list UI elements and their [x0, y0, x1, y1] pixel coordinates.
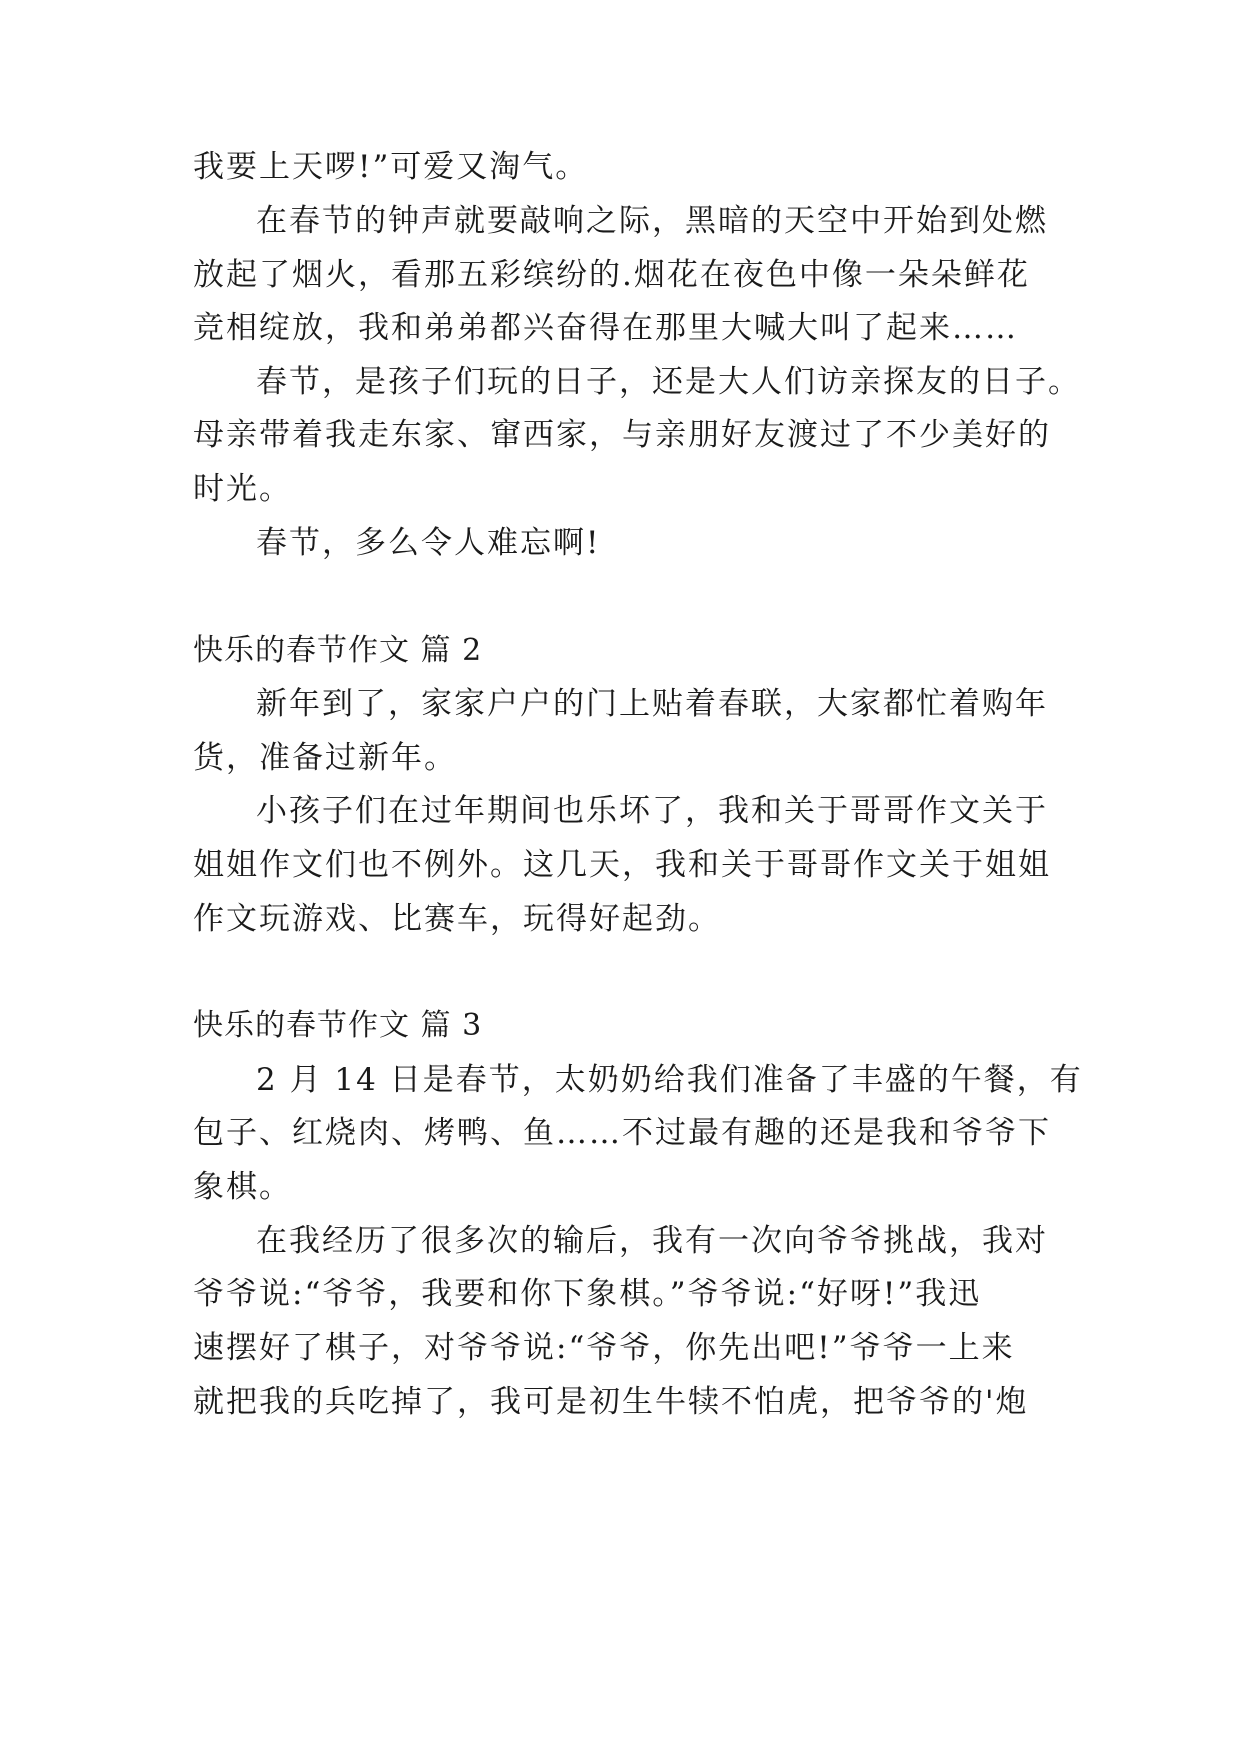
paragraph-line: 小孩子们在过年期间也乐坏了，我和关于哥哥作文关于 — [256, 793, 1048, 829]
paragraph-line: 新年到了，家家户户的门上贴着春联，大家都忙着购年 — [256, 686, 1048, 722]
paragraph-line: 在春节的钟声就要敲响之际，黑暗的天空中开始到处燃 — [256, 203, 1048, 239]
paragraph-line: 爷爷说:“爷爷，我要和你下象棋。”爷爷说:“好呀!”我迅 — [193, 1276, 982, 1312]
paragraph-line: 作文玩游戏、比赛车，玩得好起劲。 — [193, 901, 721, 937]
paragraph-line: 我要上天啰!”可爱又淘气。 — [193, 149, 589, 185]
paragraph-line: 姐姐作文们也不例外。这几天，我和关于哥哥作文关于姐姐 — [193, 847, 1051, 883]
paragraph-line: 就把我的兵吃掉了，我可是初生牛犊不怕虎，把爷爷的'炮 — [193, 1384, 1029, 1420]
paragraph-line: 象棋。 — [193, 1169, 292, 1205]
paragraph-line: 放起了烟火，看那五彩缤纷的.烟花在夜色中像一朵朵鲜花 — [193, 257, 1030, 293]
paragraph-line: 时光。 — [193, 471, 292, 507]
paragraph-line: 2 月 14 日是春节，太奶奶给我们准备了丰盛的午餐，有 — [256, 1062, 1083, 1098]
paragraph-line: 货，准备过新年。 — [193, 740, 457, 776]
paragraph-line: 包子、红烧肉、烤鸭、鱼……不过最有趣的还是我和爷爷下 — [193, 1115, 1051, 1151]
paragraph-line: 春节，是孩子们玩的日子，还是大人们访亲探友的日子。 — [256, 364, 1081, 400]
paragraph-line: 母亲带着我走东家、窜西家，与亲朋好友渡过了不少美好的 — [193, 417, 1051, 453]
section-heading: 快乐的春节作文 篇 3 — [193, 1008, 483, 1043]
paragraph-line: 在我经历了很多次的输后，我有一次向爷爷挑战，我对 — [256, 1223, 1048, 1259]
paragraph-line: 竞相绽放，我和弟弟都兴奋得在那里大喊大叫了起来…… — [193, 310, 1018, 346]
paragraph-line: 春节，多么令人难忘啊! — [256, 525, 601, 561]
section-heading: 快乐的春节作文 篇 2 — [193, 633, 483, 668]
paragraph-line: 速摆好了棋子，对爷爷说:“爷爷，你先出吧!”爷爷一上来 — [193, 1330, 1015, 1366]
